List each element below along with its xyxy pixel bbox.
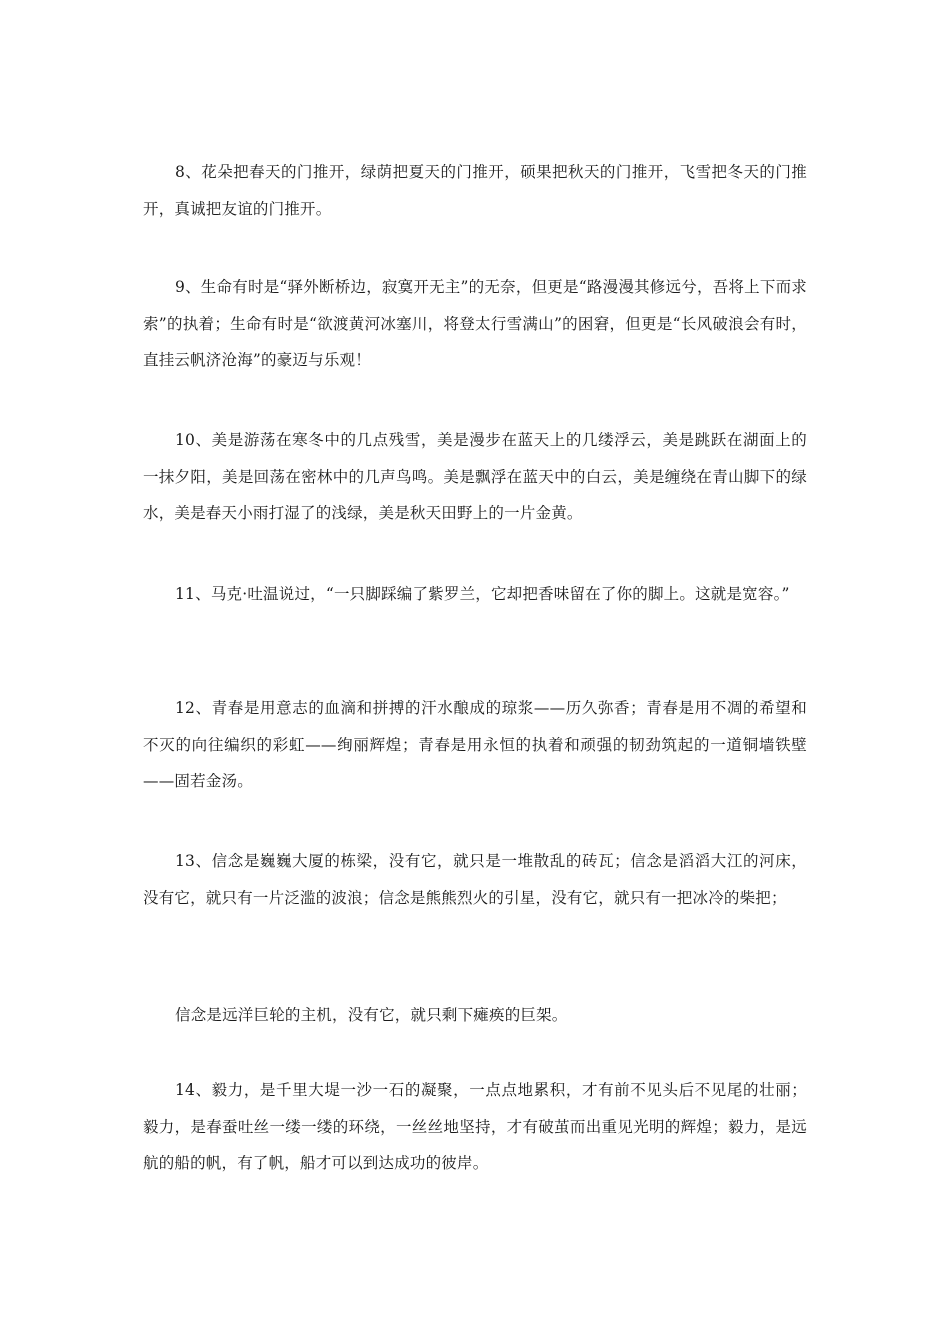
paragraph-12: 12、青春是用意志的血滴和拼搏的汗水酿成的琼浆——历久弥香；青春是用不凋的希望和不灭的向往编织的彩虹——绚丽辉煌；青春是用永恒的执着和顽强的韧劲筑起的一道铜墙铁壁——固若金汤。 [143, 699, 807, 790]
paragraph-9: 9、生命有时是“驿外断桥边，寂寞开无主”的无奈，但更是“路漫漫其修远兮，吾将上下而求索”的执着；生命有时是“欲渡黄河冰塞川，将登太行雪满山”的困窘，但更是“长风破浪会有时，直挂云帆济沧海”的豪迈与乐观！ [143, 278, 807, 369]
paragraph-11: 11、马克·吐温说过，“一只脚踩编了紫罗兰，它却把香味留在了你的脚上。这就是宽容。” [175, 585, 790, 603]
paragraph-8: 8、花朵把春天的门推开，绿荫把夏天的门推开，硕果把秋天的门推开，飞雪把冬天的门推开，真诚把友谊的门推开。 [143, 163, 807, 218]
paragraph-13-continued: 信念是远洋巨轮的主机，没有它，就只剩下瘫痪的巨架。 [175, 1006, 568, 1024]
paragraph-14: 14、毅力，是千里大堤一沙一石的凝聚，一点点地累积，才有前不见头后不见尾的壮丽；毅力，是春蚕吐丝一缕一缕的环绕，一丝丝地坚持，才有破茧而出重见光明的辉煌；毅力，是远航的船的帆，有了帆，船才可以到达成功的彼岸。 [143, 1081, 807, 1172]
paragraph-10: 10、美是游荡在寒冬中的几点残雪，美是漫步在蓝天上的几缕浮云，美是跳跃在湖面上的一抹夕阳，美是回荡在密林中的几声鸟鸣。美是飘浮在蓝天中的白云，美是缠绕在青山脚下的绿水，美是春天小雨打湿了的浅绿，美是秋天田野上的一片金黄。 [143, 431, 807, 522]
paragraph-13: 13、信念是巍巍大厦的栋梁，没有它，就只是一堆散乱的砖瓦；信念是滔滔大江的河床，没有它，就只有一片泛滥的波浪；信念是熊熊烈火的引星，没有它，就只有一把冰冷的柴把； [143, 852, 807, 907]
